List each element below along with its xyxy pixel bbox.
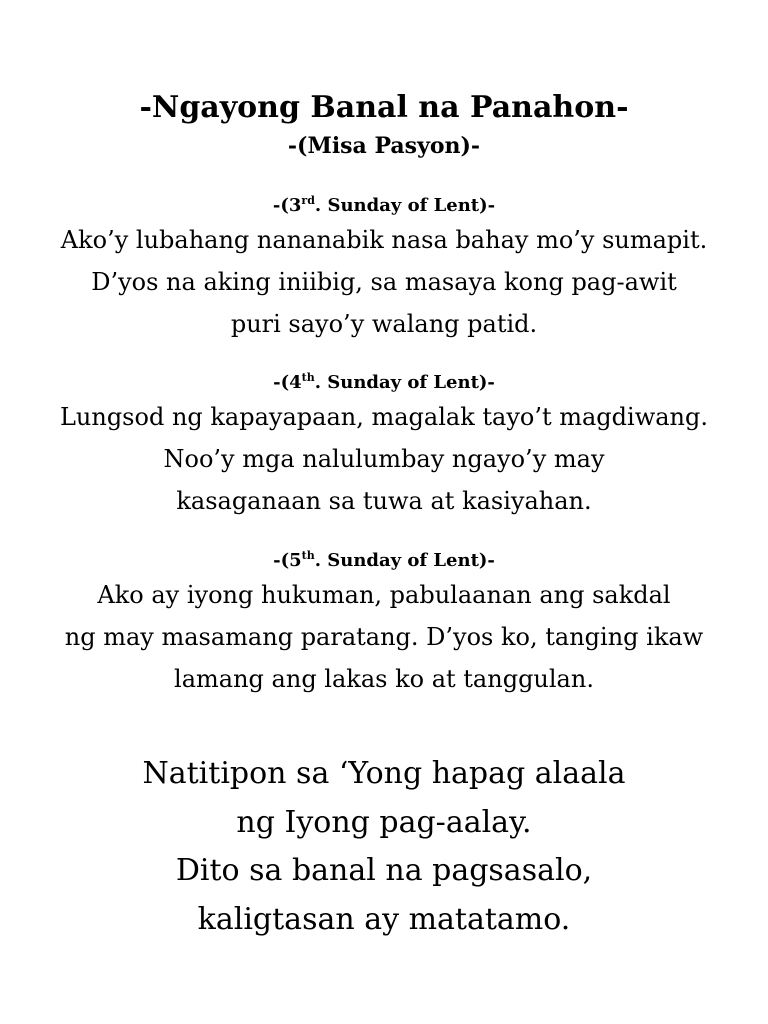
refrain-line: ng Iyong pag-aalay. <box>236 804 532 840</box>
section-heading-3rd-sunday <box>0 194 768 218</box>
verse-line: puri sayo’y walang patid. <box>230 310 538 338</box>
refrain-line: Dito sa banal na pagsasalo, <box>175 853 593 888</box>
ordinal-suffix: rd <box>301 194 315 207</box>
song-subtitle: -(Misa Pasyon)- <box>287 133 481 159</box>
refrain-line: Natitipon sa ‘Yong hapag alaala <box>142 756 626 791</box>
verse-4th-sunday <box>0 396 768 522</box>
verse-line: Ako’y lubahang nananabik nasa bahay mo’y sumapit. <box>60 226 708 254</box>
verse-line: Ako ay iyong hukuman, pabulaanan ang sakdal <box>97 581 671 609</box>
section-heading-prefix: -(3 <box>272 195 302 216</box>
section-heading-suffix: . Sunday of Lent)- <box>314 195 496 216</box>
section-heading-5th-sunday <box>0 549 768 573</box>
verse-line: kasaganaan sa tuwa at kasiyahan. <box>176 487 592 515</box>
section-heading-4th-sunday <box>0 371 768 395</box>
ordinal-suffix: th <box>301 371 315 384</box>
verse-line: Noo’y mga nalulumbay ngayo’y may <box>163 445 605 473</box>
song-title: -Ngayong Banal na Panahon- <box>139 90 629 125</box>
refrain <box>0 750 768 944</box>
ordinal-suffix: th <box>301 549 315 562</box>
verse-line: lamang ang lakas ko at tanggulan. <box>174 665 594 693</box>
verse-line: Lungsod ng kapayapaan, magalak tayo’t magdiwang. <box>59 403 709 431</box>
refrain-line: kaligtasan ay matatamo. <box>197 901 571 937</box>
verse-line: D’yos na aking iniibig, sa masaya kong pag-awit <box>91 268 677 296</box>
section-heading-suffix: . Sunday of Lent)- <box>314 372 495 393</box>
section-heading-suffix: . Sunday of Lent)- <box>314 550 495 571</box>
verse-5th-sunday <box>0 574 768 700</box>
section-heading-prefix: -(4 <box>273 372 302 393</box>
section-heading-prefix: -(5 <box>273 550 302 571</box>
verse-line: ng may masamang paratang. D’yos ko, tanging ikaw <box>64 623 704 651</box>
verse-3rd-sunday <box>0 219 768 345</box>
